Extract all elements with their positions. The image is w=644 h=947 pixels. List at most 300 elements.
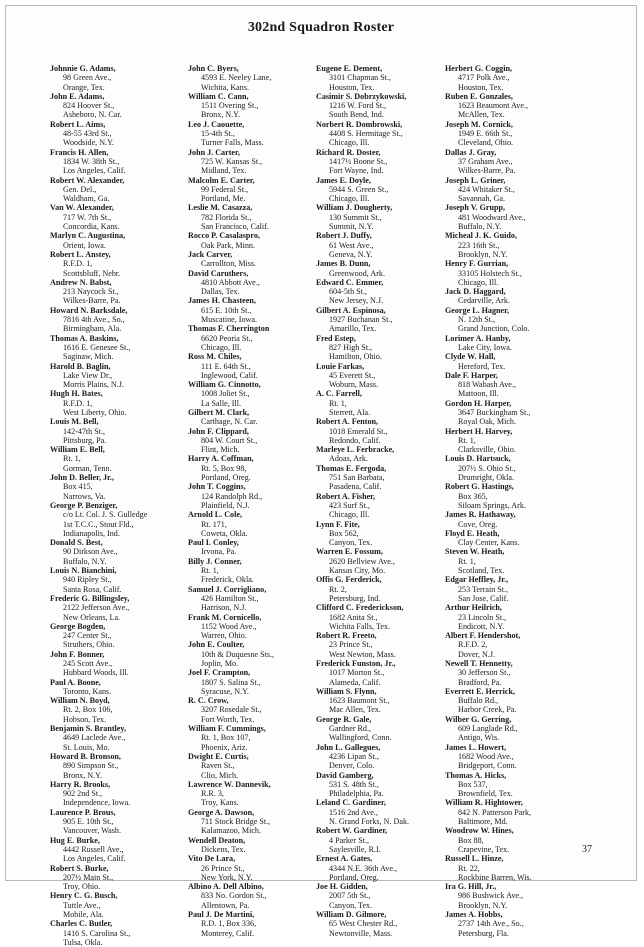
roster-entry — [188, 408, 336, 427]
roster-entry — [316, 120, 464, 148]
roster-entry — [445, 659, 593, 687]
roster-entry — [445, 882, 593, 910]
roster-entry — [50, 473, 198, 501]
address-line: Tuttle Ave., — [63, 900, 101, 910]
roster-entry — [188, 836, 336, 855]
roster-entry — [316, 603, 464, 631]
address-line: Crapevine, Tex. — [458, 844, 510, 854]
address-line: 1623 Baumont St., — [329, 696, 390, 706]
address-line: 111 E. 64th St., — [201, 361, 251, 371]
address-line: Baltimore, Md. — [458, 817, 508, 827]
roster-entry — [445, 306, 593, 334]
address-line: Harrison, N.J. — [201, 603, 247, 613]
address-line: Geneva, N.Y. — [329, 249, 373, 259]
roster-entry — [316, 631, 464, 659]
member-name: George L. Hagner, — [445, 305, 509, 315]
roster-entry — [316, 826, 464, 854]
roster-entry — [316, 659, 464, 687]
roster-entry — [188, 120, 336, 148]
address-line: Turner Falls, Mass. — [201, 138, 264, 148]
roster-column-2 — [188, 64, 336, 938]
roster-entry — [316, 306, 464, 334]
member-name: William R. Hightower, — [445, 798, 523, 808]
member-name: Robert L. Aims, — [50, 119, 106, 129]
member-name: Warren E. Fossum, — [316, 547, 383, 557]
address-line: Canyon, Tex. — [329, 900, 373, 910]
address-line: 33105 Holstech St., — [458, 268, 522, 278]
address-line: 717 W. 7th St., — [63, 212, 112, 222]
address-line: Redondo, Calif. — [329, 435, 381, 445]
address-line: New Jersey, N.J. — [329, 296, 384, 306]
member-name: Arnold L. Cole, — [188, 510, 242, 520]
address-line: 426 Hamilton St., — [201, 593, 259, 603]
address-line: 247 Center St., — [63, 631, 112, 641]
member-name: John E. Coulter, — [188, 640, 245, 650]
address-line: 23 Lincoln St., — [458, 612, 507, 622]
roster-entry — [50, 417, 198, 445]
address-line: Mobile, Ala. — [63, 910, 104, 920]
member-name: Ross M. Chiles, — [188, 352, 242, 362]
roster-entry — [445, 287, 593, 306]
roster-entry — [445, 120, 593, 148]
member-name: Laurence P. Brous, — [50, 807, 116, 817]
address-line: 782 Florida St., — [201, 212, 252, 222]
address-line: Hamilton, Ohio. — [329, 352, 382, 362]
address-line: 4593 E. Neeley Lane, — [201, 73, 272, 83]
address-line: Box 88, — [458, 835, 484, 845]
member-name: Louis N. Bianchini, — [50, 566, 117, 576]
member-name: Robert S. Burke, — [50, 863, 109, 873]
roster-entry — [50, 891, 198, 919]
roster-entry — [316, 492, 464, 520]
address-line: San Jose, Calif. — [458, 593, 509, 603]
address-line: 26 Prince St., — [201, 863, 245, 873]
address-line: Coweta, Okla. — [201, 528, 248, 538]
roster-entry — [316, 771, 464, 799]
address-line: 37 Graham Ave., — [458, 156, 513, 166]
address-line: Kansas City, Mo. — [329, 566, 386, 576]
address-line: Buffalo, N.Y. — [458, 222, 502, 232]
member-name: Ruben E. Gonzales, — [445, 91, 513, 101]
member-name: Edward C. Emmer, — [316, 277, 384, 287]
roster-entry — [50, 176, 198, 204]
member-name: Thomas A. Baskins, — [50, 333, 119, 343]
address-line: 1682 Wood Ave., — [458, 751, 514, 761]
address-line: Alameda, Calif. — [329, 677, 381, 687]
address-line: 99 Federal St., — [201, 184, 249, 194]
roster-entry — [188, 696, 336, 724]
address-line: Independence, Iowa. — [63, 798, 131, 808]
address-line: Phoenix, Ariz. — [201, 742, 248, 752]
address-line: 10th & Duquesne Sts., — [201, 649, 275, 659]
member-name: Frederic G. Billingsley, — [50, 593, 130, 603]
member-name: Lynn F. Fite, — [316, 519, 360, 529]
member-name: Louis D. Hartsuck, — [445, 454, 511, 464]
roster-entry — [50, 538, 198, 566]
address-line: Buffalo, N.Y. — [63, 556, 107, 566]
roster-entry — [445, 631, 593, 659]
roster-entry — [50, 678, 198, 697]
address-line: 98 Green Ave., — [63, 73, 112, 83]
address-line: Hobson, Tex. — [63, 714, 107, 724]
address-line: St. Louis, Mo. — [63, 742, 110, 752]
address-line: Pasadena, Calif. — [329, 482, 382, 492]
address-line: Flint, Mich. — [201, 445, 240, 455]
address-line: 6620 Peoria St., — [201, 333, 253, 343]
member-name: Everrett E. Herrick, — [445, 686, 515, 696]
address-line: 207½ S. Ohio St., — [458, 463, 516, 473]
member-name: Lorimer A. Hanby, — [445, 333, 511, 343]
member-name: Robert J. Duffy, — [316, 231, 372, 241]
address-line: Los Angeles, Calif. — [63, 854, 126, 864]
member-name: Joel F. Crampton, — [188, 668, 251, 678]
roster-entry — [188, 538, 336, 557]
roster-entry — [445, 529, 593, 548]
member-name: Fred Estep, — [316, 333, 356, 343]
address-line: 986 Bushwick Ave., — [458, 891, 524, 901]
address-line: Wallingford, Conn. — [329, 733, 392, 743]
roster-entry — [50, 306, 198, 334]
roster-entry — [316, 203, 464, 231]
address-line: 4717 Polk Ave., — [458, 73, 510, 83]
member-name: James A. Hobbs, — [445, 910, 503, 920]
member-name: Paul I. Conley, — [188, 538, 239, 548]
member-name: William C. Cann, — [188, 91, 249, 101]
member-name: Henry C. G. Busch, — [50, 891, 118, 901]
address-line: New York, N.Y. — [201, 872, 253, 882]
address-line: Kalamazoo, Mich. — [201, 826, 262, 836]
address-line: Pittsburg, Pa. — [63, 435, 107, 445]
roster-entry — [50, 389, 198, 417]
member-name: Arthur Heilrich, — [445, 603, 502, 613]
address-line: Cove, Oreg. — [458, 519, 498, 529]
address-line: 615 E. 10th St., — [201, 305, 252, 315]
roster-entry — [316, 389, 464, 417]
roster-entry — [445, 482, 593, 510]
address-line: Saginaw, Mich. — [63, 352, 114, 362]
roster-entry — [445, 399, 593, 427]
roster-entry — [445, 259, 593, 287]
address-line: Bronx, N.Y. — [201, 110, 240, 120]
address-line: Irvona, Pa. — [201, 547, 237, 557]
member-name: Robert A. Fisher, — [316, 491, 376, 501]
member-name: William D. Gilmore, — [316, 910, 387, 920]
roster-entry — [50, 231, 198, 250]
address-line: Box 537, — [458, 779, 488, 789]
address-line: Denver, Colo. — [329, 761, 375, 771]
member-name: Gilbert M. Clark, — [188, 407, 250, 417]
roster-entry — [316, 64, 464, 92]
address-line: Siloam Springs, Ark. — [458, 500, 526, 510]
address-line: Carrollton, Miss. — [201, 259, 257, 269]
address-line: 7816 4th Ave., So., — [63, 315, 125, 325]
address-line: 1516 2nd Ave., — [329, 807, 378, 817]
roster-entry — [445, 854, 593, 882]
address-line: 2737 14th Ave., So., — [458, 919, 524, 929]
roster-entry — [50, 334, 198, 362]
address-line: Endicott, N.Y. — [458, 621, 505, 631]
roster-entry — [445, 547, 593, 575]
roster-entry — [50, 696, 198, 724]
member-name: Harry A. Coffman, — [188, 454, 254, 464]
address-line: 604-5th St., — [329, 287, 367, 297]
roster-entry — [188, 250, 336, 269]
member-name: Louis M. Bell, — [50, 417, 99, 427]
roster-entry — [445, 176, 593, 204]
address-line: Adoas, Ark. — [329, 454, 368, 464]
address-line: Harbor Creek, Pa. — [458, 705, 517, 715]
address-line: Scotland, Tex. — [458, 566, 505, 576]
member-name: William N. Boyd, — [50, 696, 110, 706]
roster-entry — [188, 454, 336, 482]
member-name: Jack Carver, — [188, 249, 233, 259]
address-line: Frederick, Okla. — [201, 575, 254, 585]
address-line: 424 Whitaker St., — [458, 184, 515, 194]
address-line: Birmingham, Ala. — [63, 324, 122, 334]
address-line: 818 Wabash Ave., — [458, 380, 516, 390]
roster-entry — [188, 231, 336, 250]
member-name: Joe H. Gidden, — [316, 882, 368, 892]
member-name: James L. Howert, — [445, 742, 507, 752]
roster-entry — [188, 427, 336, 455]
member-name: Johnnie G. Adams, — [50, 64, 116, 73]
address-line: Houston, Tex. — [329, 82, 375, 92]
member-name: Van W. Alexander, — [50, 203, 114, 213]
member-name: Richard R. Doster, — [316, 147, 381, 157]
roster-entry — [188, 92, 336, 120]
address-line: 751 San Barbata, — [329, 473, 385, 483]
address-line: Chicago, Ill. — [329, 510, 370, 520]
address-line: Rockbine Barren, Wis. — [458, 872, 532, 882]
address-line: Rt. 1, — [63, 454, 81, 464]
member-name: Herbert H. Harvey, — [445, 426, 513, 436]
address-line: 90 Dirkson Ave., — [63, 547, 118, 557]
member-name: Albert F. Hendershot, — [445, 631, 521, 641]
roster-entry — [188, 613, 336, 641]
address-line: 1017 Morton St., — [329, 668, 385, 678]
member-name: Clifford C. Frederickson, — [316, 603, 404, 613]
roster-entry — [50, 836, 198, 864]
address-line: San Francisco, Calif. — [201, 222, 269, 232]
member-name: Thomas A. Hicks, — [445, 770, 507, 780]
address-line: Antigo, Wis. — [458, 733, 500, 743]
address-line: Muscatine, Iowa. — [201, 315, 257, 325]
address-line: 827 High St., — [329, 342, 373, 352]
address-line: Rt. 5, Box 98, — [201, 463, 247, 473]
address-line: Lake City, Iowa. — [458, 342, 512, 352]
roster-entry — [445, 454, 593, 482]
roster-entry — [188, 808, 336, 836]
address-line: 1216 W. Ford St., — [329, 101, 387, 111]
address-line: Buffalo Rd., — [458, 696, 499, 706]
address-line: 4442 Russell Ave., — [63, 844, 124, 854]
member-name: Lawrence W. Dannevik, — [188, 779, 271, 789]
roster-entry — [188, 380, 336, 408]
address-line: New Orleans, La. — [63, 612, 121, 622]
address-line: 245 Scott Ave., — [63, 659, 113, 668]
address-line: Rt. 1, Box 107, — [201, 733, 251, 743]
address-line: Dallas, Tex. — [201, 287, 240, 297]
address-line: 253 Terrain St., — [458, 584, 509, 594]
address-line: Petersburg, Fla. — [458, 928, 509, 938]
address-line: 4408 S. Hermitage St., — [329, 129, 403, 139]
address-line: La Salle, Ill. — [201, 398, 242, 408]
address-line: Vancouver, Wash. — [63, 826, 121, 836]
member-name: Rocco P. Casalaspro, — [188, 231, 260, 241]
address-line: Rt. 1, — [329, 398, 347, 408]
roster-entry — [50, 724, 198, 752]
address-line: 609 Langlade Rd., — [458, 724, 518, 734]
member-name: John C. Byers, — [188, 64, 239, 73]
member-name: Marleye L. Ferbracke, — [316, 445, 395, 455]
address-line: 824 Hoover St., — [63, 101, 115, 111]
member-name: Frank M. Cornicello, — [188, 612, 262, 622]
member-name: Henry F. Gurrian, — [445, 259, 509, 269]
address-line: Morris Plains, N.J. — [63, 380, 124, 390]
address-line: McAllen, Tex. — [458, 110, 505, 120]
address-line: 1682 Anita St., — [329, 612, 378, 622]
roster-entry — [50, 808, 198, 836]
address-line: Los Angeles, Calif. — [63, 166, 126, 176]
address-line: 3647 Buckingham St., — [458, 407, 531, 417]
address-line: Plainfield, N.J. — [201, 500, 250, 510]
address-line: Sterrett, Ala. — [329, 407, 371, 417]
roster-entry — [316, 743, 464, 771]
member-name: Russell L. Hinze, — [445, 854, 504, 864]
address-line: Fort Wayne, Ind. — [329, 166, 384, 176]
roster-entry — [316, 798, 464, 826]
address-line: 1416 S. Carolina St., — [63, 928, 131, 938]
roster-entry — [188, 910, 336, 938]
member-name: Herbert G. Coggin, — [445, 64, 512, 73]
member-name: James H. Chasteen, — [188, 296, 256, 306]
member-name: Floyd E. Heath, — [445, 528, 500, 538]
roster-entry — [445, 510, 593, 529]
member-name: William G. Cinnotto, — [188, 380, 261, 390]
address-line: Scottsbluff, Nebr. — [63, 268, 121, 278]
address-line: 223 16th St., — [458, 240, 500, 250]
address-line: Saylesville, R.I. — [329, 844, 381, 854]
address-line: Narrows, Va. — [63, 491, 106, 501]
roster-entry — [50, 864, 198, 892]
address-line: 65 West Chester Rd., — [329, 919, 398, 929]
roster-entry — [316, 92, 464, 120]
address-line: Raven St., — [201, 761, 235, 771]
roster-entry — [188, 176, 336, 204]
member-name: Leo J. Caouette, — [188, 119, 245, 129]
member-name: Howard N. Barksdale, — [50, 305, 128, 315]
roster-entry — [50, 148, 198, 176]
address-line: Clio, Mich. — [201, 770, 239, 780]
roster-entry — [188, 352, 336, 380]
member-name: Hugh H. Bates, — [50, 389, 103, 399]
member-name: Francis H. Allen, — [50, 147, 109, 157]
address-line: 142-47th St., — [63, 426, 106, 436]
roster-entry — [50, 594, 198, 622]
roster-entry — [188, 752, 336, 780]
roster-entry — [188, 585, 336, 613]
roster-entry — [316, 687, 464, 715]
address-line: c/o Lt. Col. J. S. Gulledge — [63, 510, 148, 520]
address-line: R.F.D. 1, — [63, 259, 93, 269]
roster-entry — [445, 771, 593, 799]
roster-entry — [445, 715, 593, 743]
address-line: N. Grand Forks, N. Dak. — [329, 817, 410, 827]
address-line: 1949 E. 66th St., — [458, 129, 513, 139]
roster-entry — [50, 501, 198, 538]
member-name: George R. Gale, — [316, 714, 372, 724]
member-name: Micheal J. K. Guido, — [445, 231, 517, 241]
roster-entry — [445, 575, 593, 603]
address-line: 4 Parker St., — [329, 835, 370, 845]
member-name: Ira G. Hill, Jr., — [445, 882, 497, 892]
member-name: Andrew N. Babst, — [50, 277, 112, 287]
address-line: Carthage, N. Car. — [201, 417, 258, 427]
roster-entry — [188, 510, 336, 538]
address-line: 804 W. Court St., — [201, 435, 258, 445]
roster-entry — [316, 259, 464, 278]
member-name: Joseph V. Grupp, — [445, 203, 505, 213]
address-line: Mattoon, Ill. — [458, 389, 499, 399]
roster-entry — [445, 64, 593, 92]
member-name: Dale F. Harper, — [445, 370, 498, 380]
member-name: Marlyn C. Augustina, — [50, 231, 126, 241]
address-line: Rt. 1, — [458, 435, 476, 445]
member-name: Woodrow W. Hines, — [445, 826, 514, 836]
address-line: 213 Naycock St., — [63, 287, 119, 297]
address-line: Santa Rosa, Calif. — [63, 584, 122, 594]
member-name: Albino A. Dell Albino, — [188, 882, 264, 892]
address-line: Rt. 22, — [458, 863, 480, 873]
address-line: Inglewood, Calif. — [201, 370, 258, 380]
roster-entry — [50, 92, 198, 120]
roster-entry — [50, 203, 198, 231]
roster-entry — [50, 622, 198, 650]
address-line: Indianapolis, Ind. — [63, 528, 120, 538]
address-line: Troy, Kans. — [201, 798, 239, 808]
member-name: Harry R. Brooks, — [50, 779, 111, 789]
address-line: 1008 Joliet St., — [201, 389, 250, 399]
roster-entry — [188, 64, 336, 92]
page-number: 37 — [582, 844, 592, 855]
roster-entry — [316, 547, 464, 575]
address-line: Joplin, Mo. — [201, 659, 239, 668]
member-name: A. C. Farrell, — [316, 389, 362, 399]
address-line: 1st T.C.C., Stout Fld., — [63, 519, 134, 529]
roster-page — [5, 5, 637, 947]
address-line: Wilkes-Barre, Pa. — [458, 166, 516, 176]
address-line: 4344 N.E. 36th Ave., — [329, 863, 397, 873]
member-name: Leslie M. Casazza, — [188, 203, 253, 213]
address-line: Gen. Del., — [63, 184, 97, 194]
address-line: Newtonville, Mass. — [329, 928, 393, 938]
address-line: 15-4th St., — [201, 129, 235, 139]
address-line: 4236 Lipan St., — [329, 751, 379, 761]
roster-entry — [445, 371, 593, 399]
member-name: David Caruthers, — [188, 268, 249, 278]
member-name: Malcolm E. Carter, — [188, 175, 255, 185]
member-name: Robert W. Gardiner, — [316, 826, 388, 836]
roster-entry — [316, 882, 464, 910]
member-name: Thomas E. Fergoda, — [316, 463, 387, 473]
roster-column-1 — [50, 64, 198, 947]
member-name: James B. Dunn, — [316, 259, 371, 269]
address-line: Rt. 2, — [329, 584, 347, 594]
address-line: 2007 5th St., — [329, 891, 371, 901]
roster-entry — [316, 464, 464, 492]
address-line: 423 Surf St., — [329, 500, 370, 510]
address-line: Hereford, Tex. — [458, 361, 506, 371]
